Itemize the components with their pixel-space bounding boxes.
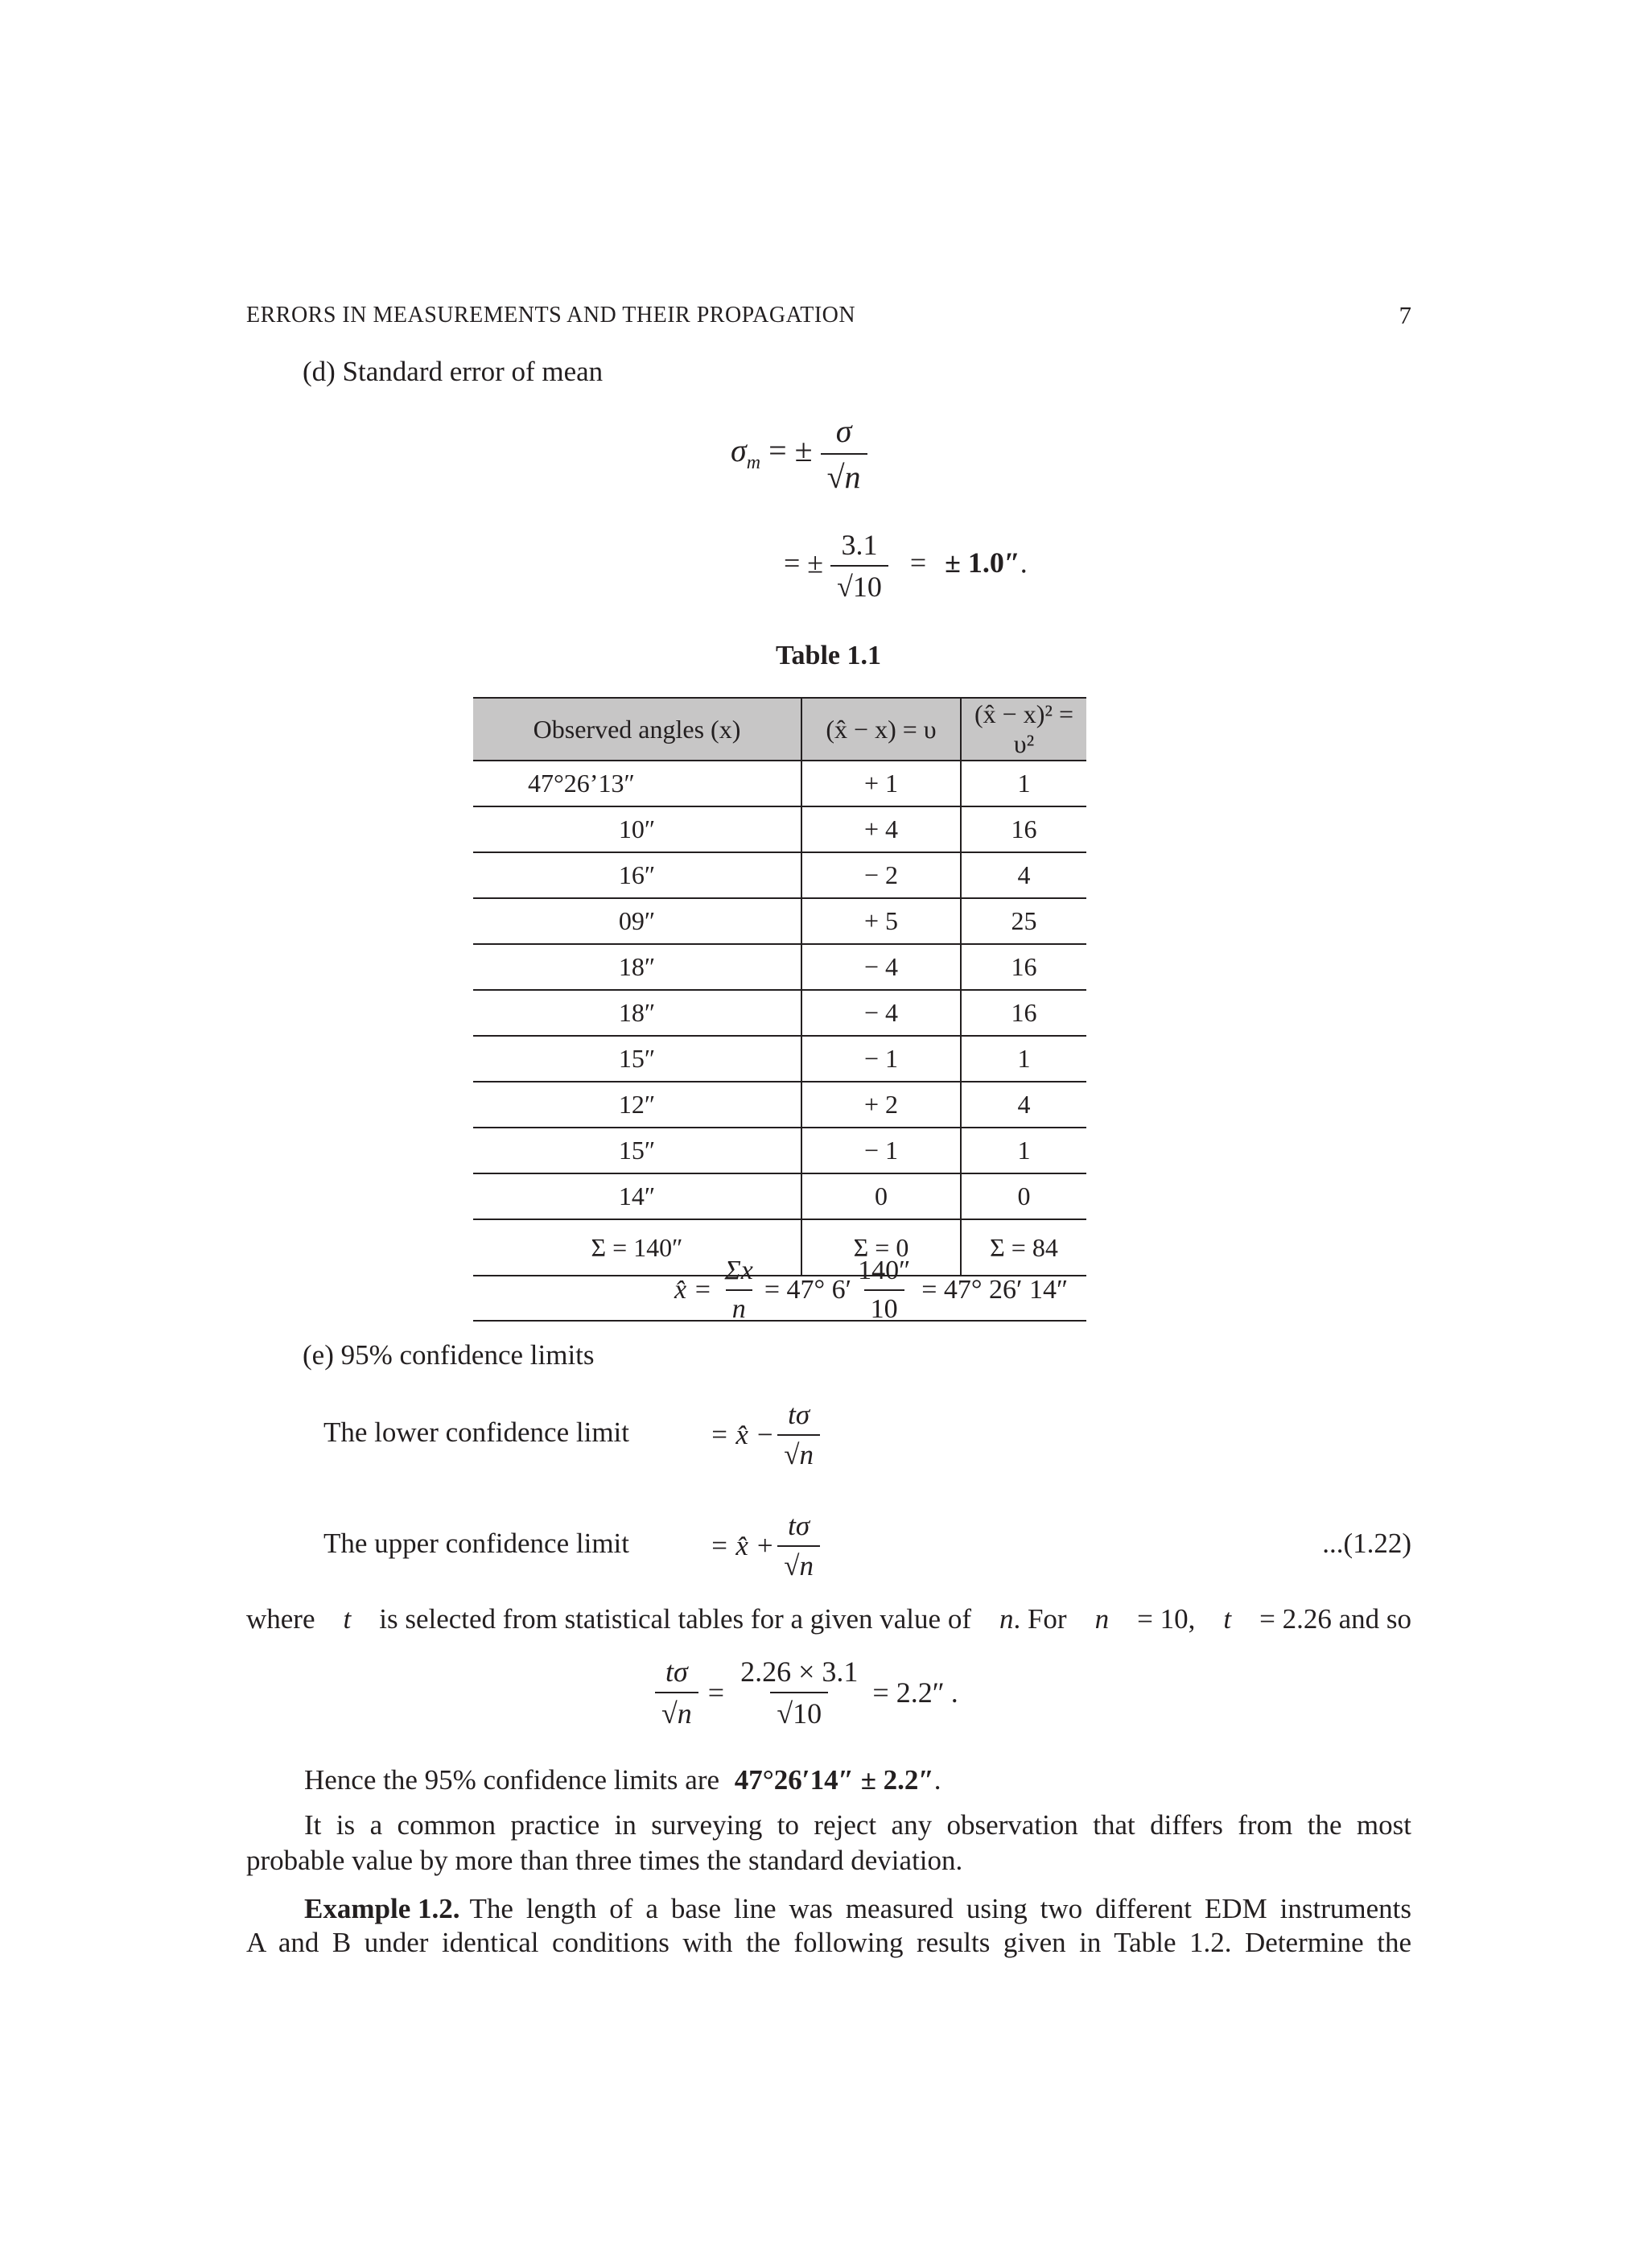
calc-result: = 2.2″ <box>872 1676 945 1709</box>
equals-pm: = ± <box>784 546 824 579</box>
practice-line-1: It is a common practice in surveying to reject any observation that differs from the most <box>304 1809 1411 1841</box>
table-row <box>473 852 1086 898</box>
table-cell: 47°26’13″ <box>473 761 801 806</box>
variable-t: t <box>343 1603 352 1635</box>
table-cell: − 4 <box>801 944 961 990</box>
table-row <box>473 1036 1086 1082</box>
sigma-symbol: σ <box>731 432 747 469</box>
table-cell: 0 <box>961 1173 1086 1219</box>
text-run: . For <box>1013 1603 1067 1635</box>
table-cell: 4 <box>961 852 1086 898</box>
fraction-denominator: √n <box>821 453 867 496</box>
table-cell: + 1 <box>801 761 961 806</box>
radicand-n: n <box>799 1550 814 1581</box>
variable-t: t <box>1223 1603 1232 1635</box>
sigma-over-root-n <box>821 412 867 496</box>
table-row <box>473 806 1086 852</box>
mean-formula <box>674 1256 1068 1325</box>
upper-expr: = x̂ + <box>710 1530 775 1561</box>
column-header: (x̂ − x)² = υ² <box>961 698 1086 761</box>
mean-mid: = 47° 6′ <box>764 1275 852 1305</box>
radicand-n: n <box>677 1697 692 1730</box>
fraction-denominator: √10 <box>770 1692 828 1730</box>
section-d-heading: (d) Standard error of mean <box>303 356 604 387</box>
upper-limit-formula <box>710 1510 820 1582</box>
table-row <box>473 898 1086 944</box>
variable-n: n <box>1094 1603 1110 1635</box>
table-cell: 18″ <box>473 990 801 1036</box>
table-cell: 15″ <box>473 1128 801 1173</box>
column-header: (x̂ − x) = υ <box>801 698 961 761</box>
table-cell: + 2 <box>801 1082 961 1128</box>
fraction-numerator: 3.1 <box>841 529 878 561</box>
fraction-denominator: √10 <box>830 565 888 604</box>
lower-limit-formula <box>710 1399 820 1471</box>
fraction-denominator: √n <box>777 1545 820 1582</box>
table-cell: − 2 <box>801 852 961 898</box>
table-header-row <box>473 698 1086 761</box>
table-cell: 25 <box>961 898 1086 944</box>
table-cell: 14″ <box>473 1173 801 1219</box>
column-header: Observed angles (x) <box>473 698 801 761</box>
table-cell: 12″ <box>473 1082 801 1128</box>
table-cell: 4 <box>961 1082 1086 1128</box>
radicand-10: 10 <box>852 571 882 603</box>
table-cell: 10″ <box>473 806 801 852</box>
fraction-numerator: tσ <box>665 1656 688 1688</box>
table-cell: 16 <box>961 990 1086 1036</box>
table-cell: − 1 <box>801 1128 961 1173</box>
table-cell: − 4 <box>801 990 961 1036</box>
std-error-result: ± 1.0″ <box>945 546 1020 579</box>
table-row <box>473 761 1086 806</box>
practice-line-2: probable value by more than three times the standard deviation. <box>246 1845 963 1876</box>
table-cell: 1 <box>961 1128 1086 1173</box>
numeric-fraction <box>734 1655 864 1730</box>
table-row <box>473 990 1086 1036</box>
fraction-denominator: √n <box>777 1434 820 1471</box>
radicand-n: n <box>799 1439 814 1470</box>
table-row <box>473 944 1086 990</box>
example-label: Example 1.2. <box>304 1893 460 1924</box>
example-text: The length of a base line was measured using two different EDM instruments <box>469 1893 1411 1924</box>
fraction-numerator: tσ <box>788 1399 810 1430</box>
table-row <box>473 1128 1086 1173</box>
hence-line <box>304 1764 941 1796</box>
table-caption: Table 1.1 <box>776 641 882 670</box>
t-sigma-over-root-n <box>777 1399 820 1471</box>
radicand-n: n <box>844 459 861 495</box>
lower-limit-label: The lower confidence limit <box>323 1416 629 1448</box>
text-run: is selected from statistical tables for a given value of <box>379 1603 971 1635</box>
confidence-limits-value: 47°26′14″ ± 2.2″ <box>734 1764 934 1796</box>
section-e-heading: (e) 95% confidence limits <box>303 1339 595 1371</box>
equals-sign: = <box>707 1676 725 1709</box>
table-cell: 15″ <box>473 1036 801 1082</box>
radicand-10: 10 <box>793 1697 822 1730</box>
table-cell: − 1 <box>801 1036 961 1082</box>
equation-reference: ...(1.22) <box>1322 1528 1411 1559</box>
t-sigma-over-root-n <box>777 1510 820 1582</box>
equals-sign: = <box>909 546 927 579</box>
std-error-value <box>784 528 1028 604</box>
sum-cell: Σ = 0 <box>801 1219 961 1276</box>
table-cell: 16″ <box>473 852 801 898</box>
mean-lhs: x̂ = <box>674 1275 712 1305</box>
sum-cell: Σ = 84 <box>961 1219 1086 1276</box>
t-sigma-over-root-n <box>655 1655 698 1730</box>
period: . <box>933 1764 941 1796</box>
table-bottom-rule <box>473 1320 1086 1322</box>
lower-expr: = x̂ − <box>710 1419 775 1450</box>
table-row <box>473 1173 1086 1219</box>
table-cell: 16 <box>961 944 1086 990</box>
page-number: 7 <box>1399 301 1411 329</box>
text-run: = 2.26 and so <box>1259 1603 1411 1635</box>
subscript-m: m <box>746 452 761 474</box>
fraction-numerator: tσ <box>788 1510 810 1541</box>
sum-over-n <box>719 1256 760 1325</box>
std-error-formula <box>731 412 867 496</box>
seconds-fraction <box>851 1256 917 1325</box>
text-run: where <box>246 1603 315 1635</box>
variable-n: n <box>999 1603 1014 1635</box>
period: . <box>1020 546 1028 579</box>
upper-limit-label: The upper confidence limit <box>323 1528 629 1559</box>
fraction-denominator: n <box>726 1289 752 1325</box>
fraction-denominator: √n <box>655 1692 698 1730</box>
text-run: = 10, <box>1137 1603 1196 1635</box>
fraction-numerator: σ <box>835 413 852 449</box>
fraction-numerator: 2.26 × 3.1 <box>740 1656 859 1688</box>
example-line-1 <box>304 1893 1411 1925</box>
table-cell: + 5 <box>801 898 961 944</box>
equals-pm: = ± <box>768 432 813 469</box>
mean-result: = 47° 26′ 14″ <box>921 1275 1069 1305</box>
running-head: ERRORS IN MEASUREMENTS AND THEIR PROPAGATION <box>246 303 856 328</box>
where-paragraph <box>246 1603 1411 1635</box>
table-cell: 09″ <box>473 898 801 944</box>
confidence-calculation <box>655 1655 958 1730</box>
table-cell: 1 <box>961 1036 1086 1082</box>
fraction-numerator: Σx <box>724 1256 753 1285</box>
period: . <box>950 1676 958 1709</box>
table-cell: 0 <box>801 1173 961 1219</box>
hence-text: Hence the 95% confidence limits are <box>304 1764 720 1796</box>
observations-table <box>473 697 1086 1276</box>
example-line-2: A and B under identical conditions with the following results given in Table 1.2. Determine the <box>246 1927 1411 1958</box>
table-cell: 1 <box>961 761 1086 806</box>
fraction-numerator: 140″ <box>858 1256 911 1285</box>
table-row <box>473 1082 1086 1128</box>
value-fraction <box>830 528 888 604</box>
table-cell: 16 <box>961 806 1086 852</box>
fraction-denominator: 10 <box>864 1289 904 1325</box>
table-cell: 18″ <box>473 944 801 990</box>
sum-cell: Σ = 140″ <box>473 1219 801 1276</box>
table-cell: + 4 <box>801 806 961 852</box>
